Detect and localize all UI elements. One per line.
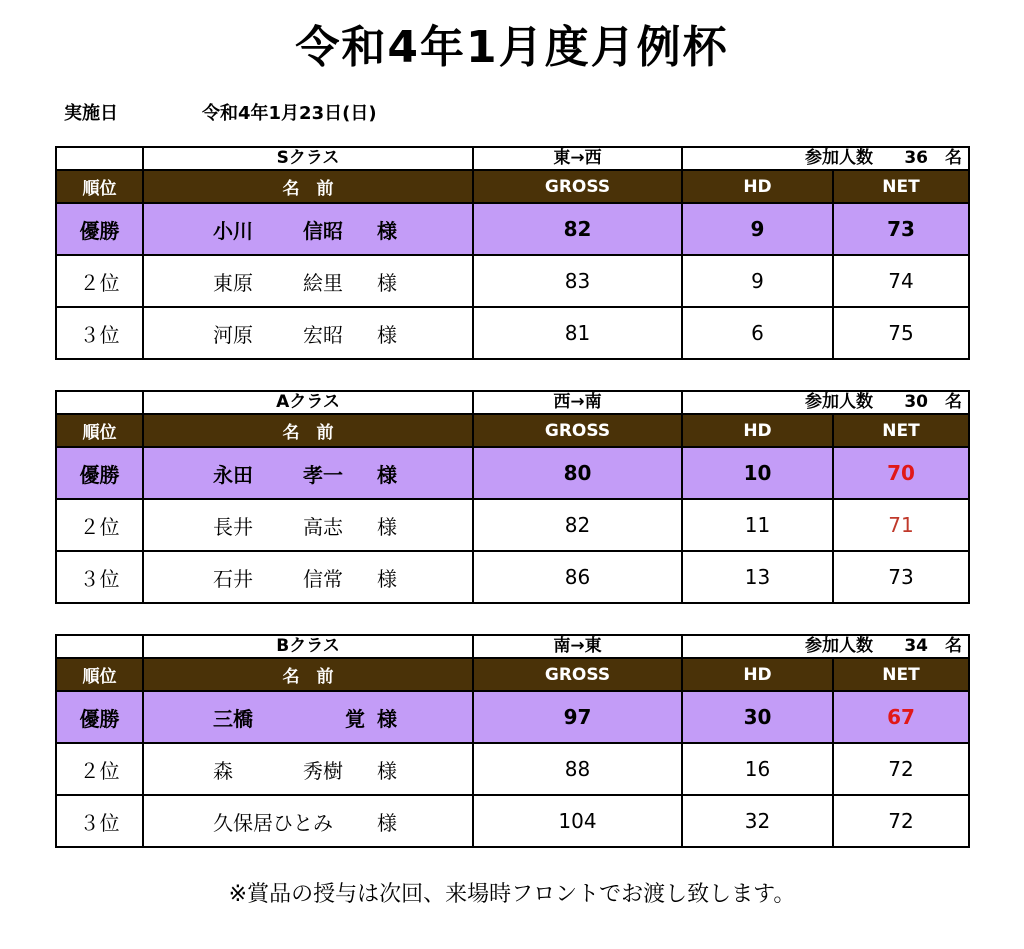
net-score: 73 (833, 203, 969, 255)
net-score: 73 (833, 551, 969, 603)
date-label: 実施日 (64, 103, 118, 124)
player-name: 森 秀樹 様 (143, 743, 473, 795)
header-name: 名 前 (143, 658, 473, 691)
class-info-row (56, 635, 969, 658)
header-name: 名 前 (143, 414, 473, 447)
class-name: Bクラス (143, 635, 473, 658)
header-row (56, 658, 969, 691)
class-name: Sクラス (143, 147, 473, 170)
course-route: 東→西 (473, 147, 682, 170)
class-name: Aクラス (143, 391, 473, 414)
handicap: 13 (682, 551, 833, 603)
handicap: 6 (682, 307, 833, 359)
header-row (56, 170, 969, 203)
player-name: 永田 孝一 様 (143, 447, 473, 499)
header-hd: HD (682, 170, 833, 203)
gross-score: 82 (473, 203, 682, 255)
winner-row (56, 203, 969, 255)
table-row (56, 551, 969, 603)
participants-count: 参加人数 34 名 (682, 635, 969, 658)
course-route: 西→南 (473, 391, 682, 414)
header-hd: HD (682, 414, 833, 447)
player-name: 河原 宏昭 様 (143, 307, 473, 359)
table-row (56, 743, 969, 795)
player-name: 長井 高志 様 (143, 499, 473, 551)
net-score: 71 (833, 499, 969, 551)
rank-cell: ３位 (56, 307, 143, 359)
rank-cell: ３位 (56, 551, 143, 603)
course-route: 南→東 (473, 635, 682, 658)
header-row (56, 414, 969, 447)
handicap: 16 (682, 743, 833, 795)
header-gross: GROSS (473, 414, 682, 447)
event-date (64, 100, 377, 128)
handicap: 32 (682, 795, 833, 847)
participants-count: 参加人数 36 名 (682, 147, 969, 170)
results-table-a-class (55, 390, 970, 604)
header-net: NET (833, 658, 969, 691)
header-net: NET (833, 170, 969, 203)
results-table-b-class (55, 634, 970, 848)
header-hd: HD (682, 658, 833, 691)
table-row (56, 499, 969, 551)
class-info-row (56, 391, 969, 414)
header-gross: GROSS (473, 170, 682, 203)
player-name: 石井 信常 様 (143, 551, 473, 603)
gross-score: 81 (473, 307, 682, 359)
results-table-s-class (55, 146, 970, 360)
rank-cell: 優勝 (56, 691, 143, 743)
player-name: 小川 信昭 様 (143, 203, 473, 255)
header-gross: GROSS (473, 658, 682, 691)
net-score: 70 (833, 447, 969, 499)
header-rank: 順位 (56, 170, 143, 203)
winner-row (56, 447, 969, 499)
header-rank: 順位 (56, 658, 143, 691)
handicap: 30 (682, 691, 833, 743)
net-score: 72 (833, 743, 969, 795)
gross-score: 83 (473, 255, 682, 307)
rank-cell: ２位 (56, 743, 143, 795)
gross-score: 82 (473, 499, 682, 551)
date-value: 令和4年1月23日(日) (202, 103, 377, 124)
class-info-blank (56, 147, 143, 170)
net-score: 67 (833, 691, 969, 743)
participants-count: 参加人数 30 名 (682, 391, 969, 414)
net-score: 74 (833, 255, 969, 307)
page-title: 令和4年1月度月例杯 (295, 22, 729, 73)
rank-cell: ３位 (56, 795, 143, 847)
net-score: 75 (833, 307, 969, 359)
table-row (56, 307, 969, 359)
rank-cell: ２位 (56, 499, 143, 551)
net-score: 72 (833, 795, 969, 847)
winner-row (56, 691, 969, 743)
rank-cell: 優勝 (56, 203, 143, 255)
handicap: 9 (682, 203, 833, 255)
gross-score: 80 (473, 447, 682, 499)
gross-score: 104 (473, 795, 682, 847)
gross-score: 86 (473, 551, 682, 603)
header-name: 名 前 (143, 170, 473, 203)
table-row (56, 795, 969, 847)
prize-footnote: ※賞品の授与は次回、来場時フロントでお渡し致します。 (228, 882, 796, 907)
table-row (56, 255, 969, 307)
gross-score: 97 (473, 691, 682, 743)
header-rank: 順位 (56, 414, 143, 447)
class-info-blank (56, 391, 143, 414)
handicap: 9 (682, 255, 833, 307)
handicap: 10 (682, 447, 833, 499)
player-name: 久保居ひとみ 様 (143, 795, 473, 847)
handicap: 11 (682, 499, 833, 551)
player-name: 三橋 覚 様 (143, 691, 473, 743)
header-net: NET (833, 414, 969, 447)
rank-cell: 優勝 (56, 447, 143, 499)
gross-score: 88 (473, 743, 682, 795)
class-info-blank (56, 635, 143, 658)
rank-cell: ２位 (56, 255, 143, 307)
class-info-row (56, 147, 969, 170)
player-name: 東原 絵里 様 (143, 255, 473, 307)
